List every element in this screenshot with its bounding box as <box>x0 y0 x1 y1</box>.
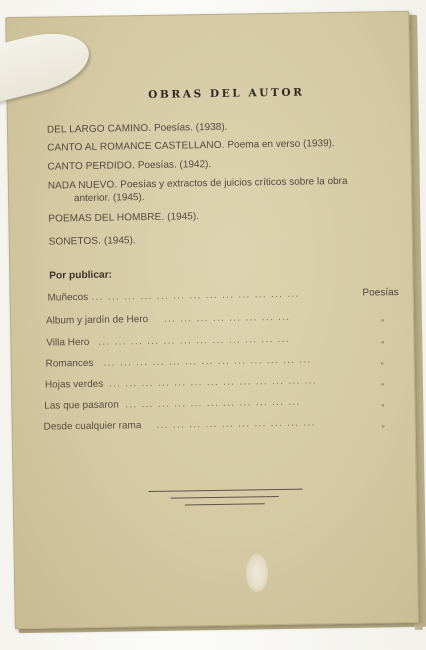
forthcoming-item <box>1 353 426 374</box>
work-description: (1945). <box>167 211 199 223</box>
work-title: CANTO PERDIDO. <box>47 160 135 173</box>
item-title: Album y jardín de Hero <box>45 314 149 327</box>
forthcoming-item <box>0 287 426 308</box>
divider-rule-medium <box>171 496 279 499</box>
forthcoming-heading: Por publicar: <box>49 269 113 282</box>
item-category: Poesías <box>362 287 399 299</box>
forthcoming-item <box>0 332 426 353</box>
item-title: Desde cualquier rama <box>43 420 142 433</box>
work-description: Poesías. (1942). <box>137 159 212 172</box>
forthcoming-item <box>1 395 426 416</box>
item-title: Las que pasaron <box>44 399 119 412</box>
work-title: DEL LARGO CAMINO. <box>46 122 152 136</box>
leader-dots: ... ... ... ... ... ... ... ... ... ... ... <box>125 396 301 411</box>
work-title: POEMAS DEL HOMBRE. <box>48 211 165 225</box>
ditto-mark: „ <box>381 334 385 345</box>
leader-dots: ... ... ... ... ... ... ... ... ... ... ... ... <box>98 333 291 348</box>
divider-rule-short <box>185 503 265 505</box>
leader-dots: ... ... ... ... ... ... ... ... ... ... ... ... ... <box>91 288 300 303</box>
leader-dots: ... ... ... ... ... ... ... ... ... ... <box>156 417 316 431</box>
work-title: CANTO AL ROMANCE CASTELLANO. <box>47 139 225 154</box>
work-entry <box>47 137 335 155</box>
forthcoming-item <box>1 374 426 395</box>
work-title: SONETOS. <box>48 235 102 248</box>
item-title: Romances <box>45 357 94 370</box>
ditto-mark: „ <box>381 418 385 429</box>
ditto-mark: „ <box>380 376 384 387</box>
ditto-mark: „ <box>381 397 385 408</box>
item-title: Muñecos <box>47 291 89 304</box>
divider-rule-long <box>149 489 303 492</box>
forthcoming-item <box>2 416 426 437</box>
forthcoming-item <box>0 310 426 331</box>
work-entry <box>47 121 228 137</box>
work-description: Poesías y extractos de juicios críticos sobre la obra <box>120 175 348 191</box>
work-entry <box>47 158 211 174</box>
ditto-mark: „ <box>380 355 384 366</box>
work-entry <box>47 175 348 205</box>
work-title: NADA NUEVO. <box>47 179 118 192</box>
work-description-continued: anterior. (1945). <box>73 192 145 205</box>
item-title: Villa Hero <box>46 336 90 349</box>
leader-dots: ... ... ... ... ... ... ... ... ... ... ... ... ... <box>108 375 317 390</box>
ditto-mark: „ <box>380 312 384 323</box>
item-title: Hojas verdes <box>44 378 104 391</box>
work-description: Poesías. (1938). <box>153 121 228 134</box>
work-entry <box>49 234 136 248</box>
leader-dots: ... ... ... ... ... ... ... ... <box>163 311 291 325</box>
work-description: (1945). <box>103 235 136 247</box>
section-heading: OBRAS DEL AUTOR <box>148 86 305 101</box>
leader-dots: ... ... ... ... ... ... ... ... ... ... ... ... ... <box>103 354 312 369</box>
work-description: Poema en verso (1939). <box>227 138 335 151</box>
work-entry <box>48 210 199 225</box>
